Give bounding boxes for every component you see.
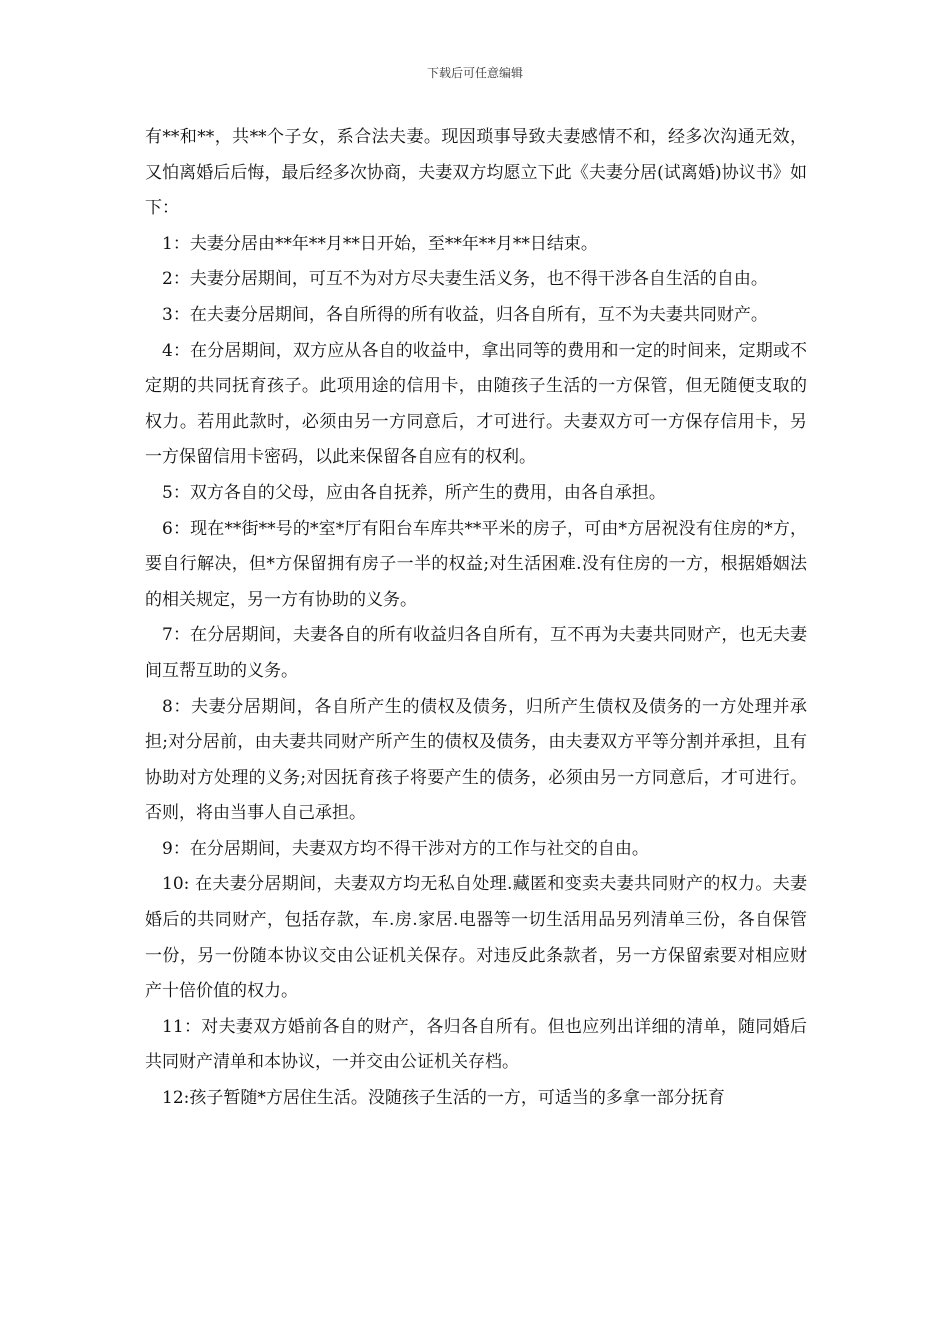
page-header: 下载后可任意编辑	[426, 66, 523, 80]
clause-9: 9：在分居期间，夫妻双方均不得干涉对方的工作与社交的自由。	[162, 838, 649, 859]
clause-10: 10: 在夫妻分居期间，夫妻双方均无私自处理.藏匿和变卖夫妻共同财产的权力。夫妻婚后的共同财产，包括存款，车.房.家居.电器等一切生活用品另列清单三份，各自保管一份，另一份随本协议交由公证机关保存。对违反此条款者，另一方保留索要对相应财产十倍价值的权力。	[145, 874, 807, 1002]
clause-2: 2：夫妻分居期间，可互不为对方尽夫妻生活义务，也不得干涉各自生活的自由。	[162, 269, 768, 290]
clause-11: 11：对夫妻双方婚前各自的财产，各归各自所有。但也应列出详细的清单，随同婚后共同财产清单和本协议，一并交由公证机关存档。	[145, 1016, 807, 1073]
clause-12: 12:孩子暂随*方居住生活。没随孩子生活的一方，可适当的多拿一部分抚育	[162, 1088, 725, 1109]
intro-paragraph: 有**和**，共**个子女，系合法夫妻。现因琐事导致夫妻感情不和，经多次沟通无效，又怕离婚后后悔，最后经多次协商，夫妻双方均愿立下此《夫妻分居(试离婚)协议书》如下：	[145, 127, 807, 219]
document-body	[145, 120, 807, 1117]
clause-1: 1：夫妻分居由**年**月**日开始，至**年**月**日结束。	[162, 233, 598, 254]
clause-8: 8：夫妻分居期间，各自所产生的债权及债务，归所产生债权及债务的一方处理并承担;对分居前，由夫妻共同财产所产生的债权及债务，由夫妻双方平等分割并承担，且有协助对方处理的义务;对因抚育孩子将要产生的债务，必须由另一方同意后，才可进行。否则，将由当事人自己承担。	[145, 696, 807, 824]
clause-7: 7：在分居期间，夫妻各自的所有收益归各自所有，互不再为夫妻共同财产，也无夫妻间互帮互助的义务。	[145, 625, 807, 681]
clause-5: 5：双方各自的父母，应由各自抚养，所产生的费用，由各自承担。	[162, 482, 666, 503]
clause-6: 6：现在**街**号的*室*厅有阳台车库共**平米的房子，可由*方居祝没有住房的*方，要自行解决，但*方保留拥有房子一半的权益;对生活困难.没有住房的一方，根据婚姻法的相关规定，另一方有协助的义务。	[145, 518, 807, 610]
clause-3: 3：在夫妻分居期间，各自所得的所有收益，归各自所有，互不为夫妻共同财产。	[162, 304, 768, 325]
clause-4: 4：在分居期间，双方应从各自的收益中，拿出同等的费用和一定的时间来，定期或不定期的共同抚育孩子。此项用途的信用卡，由随孩子生活的一方保管，但无随便支取的权力。若用此款时，必须由另一方同意后，才可进行。夫妻双方可一方保存信用卡，另一方保留信用卡密码，以此来保留各自应有的权利。	[145, 340, 807, 468]
